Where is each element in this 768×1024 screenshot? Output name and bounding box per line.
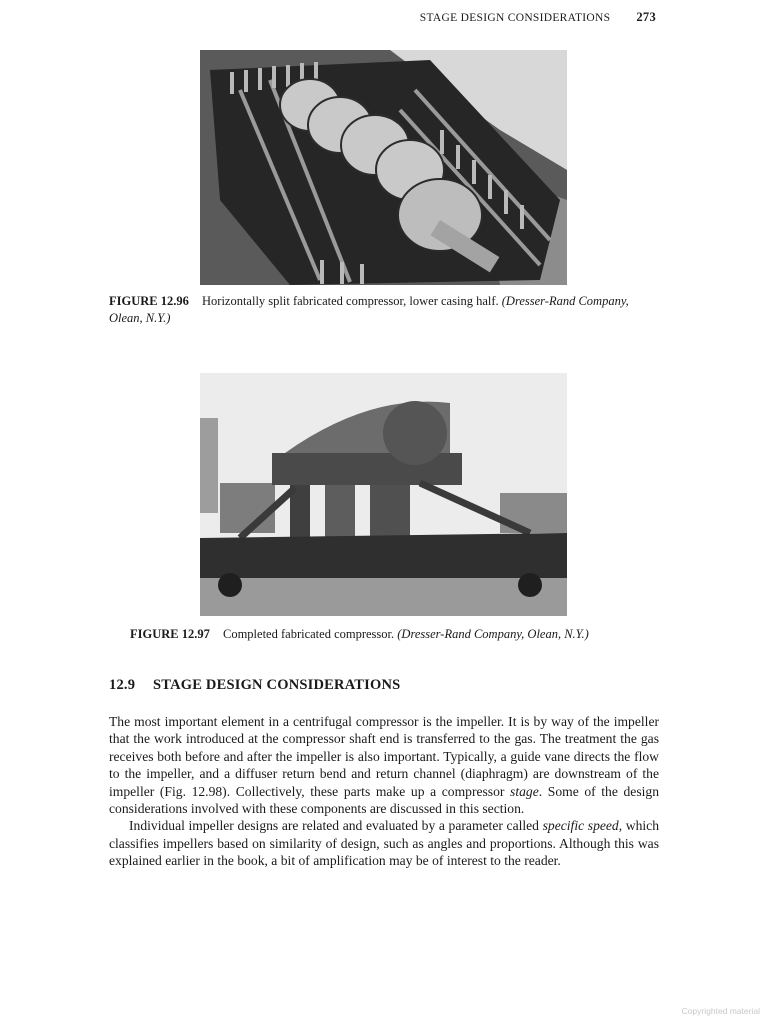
figure-12-97-caption (130, 626, 650, 643)
figure-12-97-photo (200, 373, 567, 616)
paragraph-2-term: specific speed (542, 818, 619, 834)
running-title: STAGE DESIGN CONSIDERATIONS (419, 12, 611, 24)
figure-12-96-label: FIGURE 12.96 (109, 294, 189, 308)
paragraph-2 (109, 817, 659, 869)
running-head (420, 10, 656, 25)
section-number: 12.9 (109, 677, 136, 693)
figure-12-96-caption-text: Horizontally split fabricated compressor, lower casing half. (202, 294, 499, 308)
figure-12-97-label: FIGURE 12.97 (130, 627, 210, 641)
paragraph-2-part-1: Individual impeller designs are related and evaluated by a parameter called (129, 818, 543, 834)
figure-12-97-caption-text: Completed fabricated compressor. (223, 627, 395, 641)
watermark: Copyrighted material (681, 1006, 760, 1016)
body-text (109, 713, 659, 870)
figure-12-96-photo (200, 50, 567, 285)
section-heading (109, 677, 400, 694)
paragraph-1-part-2: . Some of the design considerations involved with these components are discussed in this section. (109, 783, 659, 817)
page-number: 273 (636, 10, 656, 24)
paragraph-1-emphasis: stage (510, 783, 539, 799)
paragraph-1 (109, 713, 659, 817)
paragraph-1-part-1: The most important element in a centrifugal compressor is the impeller. It is by way of the impeller that the work introduced at the compressor shaft end is transferred to the gas. The treatment the gas receives both before and after the impeller is also important. Typically, a guide vane directs the flow to the impeller, and a diffuser return bend and return channel (diaphragm) are downstream of the impeller (Fig. 12.98). Collectively, these parts make up a compressor (109, 714, 659, 799)
figure-12-97-credit: (Dresser-Rand Company, Olean, N.Y.) (397, 627, 589, 641)
paragraph-2-part-2: , which classifies impellers based on similarity of design, such as angles and proportions. Although this was explained earlier in the book, a bit of amplification may be of interest to the reader. (109, 818, 659, 869)
figure-12-96-caption (109, 293, 661, 327)
section-title: STAGE DESIGN CONSIDERATIONS (153, 677, 401, 693)
figure-12-96-credit: (Dresser-Rand Company, Olean, N.Y.) (109, 294, 629, 325)
